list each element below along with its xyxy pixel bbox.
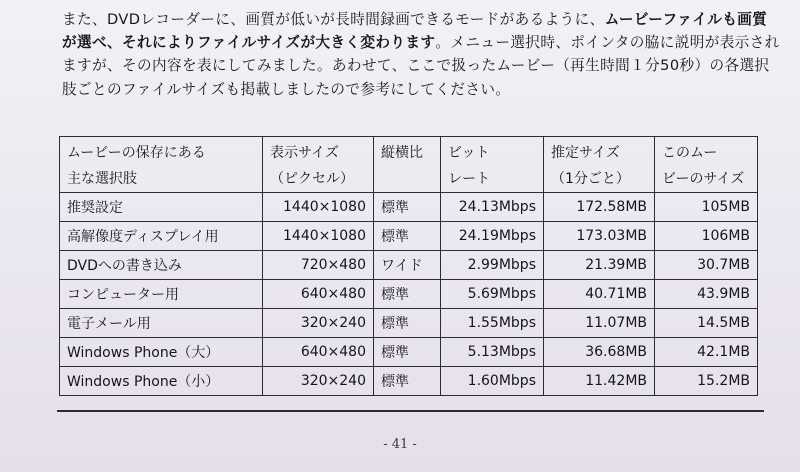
row-movie-size-cell: 42.1MB	[655, 338, 758, 367]
header-bitrate-cell	[441, 137, 544, 193]
row-estimate-cell: 40.71MB	[544, 280, 655, 309]
row-name-cell: 高解像度ディスプレイ用	[60, 222, 263, 251]
body-paragraph	[62, 8, 780, 101]
file-size-table	[59, 136, 758, 396]
header-movie-cell	[655, 137, 758, 193]
row-bitrate-cell: 1.60Mbps	[441, 367, 544, 396]
row-name-cell: Windows Phone（小）	[60, 367, 263, 396]
header-estimate-line1: 推定サイズ	[551, 145, 620, 161]
row-ratio-cell: 標準	[374, 309, 441, 338]
row-estimate-cell: 172.58MB	[544, 193, 655, 222]
row-movie-size-cell: 106MB	[655, 222, 758, 251]
table-row	[60, 280, 758, 309]
row-estimate-cell: 11.07MB	[544, 309, 655, 338]
row-display-cell: 320×240	[263, 309, 374, 338]
table-row	[60, 193, 758, 222]
table-row	[60, 367, 758, 396]
header-estimate-line2: （1分ごと）	[551, 171, 630, 187]
table-row	[60, 338, 758, 367]
row-ratio-cell: 標準	[374, 222, 441, 251]
footer-divider	[57, 410, 764, 412]
row-ratio-cell: ワイド	[374, 251, 441, 280]
row-name-cell: 推奨設定	[60, 193, 263, 222]
header-bitrate-line2: レート	[448, 171, 490, 187]
row-movie-size-cell: 15.2MB	[655, 367, 758, 396]
row-name-cell: Windows Phone（大）	[60, 338, 263, 367]
header-ratio-line1: 縦横比	[381, 145, 423, 161]
header-bitrate-line1: ビット	[448, 145, 490, 161]
header-movie-line1: このムー	[662, 145, 718, 161]
paragraph-bold-text: ムービーファイルも画質が選べ、それによりファイルサイズが大きく変わります	[62, 11, 768, 52]
row-bitrate-cell: 1.55Mbps	[441, 309, 544, 338]
header-name-line2: 主な選択肢	[67, 171, 137, 187]
row-movie-size-cell: 30.7MB	[655, 251, 758, 280]
row-movie-size-cell: 14.5MB	[655, 309, 758, 338]
header-movie-line2: ビーのサイズ	[662, 171, 745, 187]
row-estimate-cell: 21.39MB	[544, 251, 655, 280]
paragraph-text-1: また、DVDレコーダーに、画質が低いが長時間録画できるモードがあるように、	[62, 11, 605, 28]
row-display-cell: 1440×1080	[263, 193, 374, 222]
row-ratio-cell: 標準	[374, 193, 441, 222]
row-bitrate-cell: 2.99Mbps	[441, 251, 544, 280]
row-estimate-cell: 173.03MB	[544, 222, 655, 251]
row-display-cell: 720×480	[263, 251, 374, 280]
table-row	[60, 222, 758, 251]
row-display-cell: 640×480	[263, 280, 374, 309]
row-ratio-cell: 標準	[374, 338, 441, 367]
page-number: - 41 -	[383, 437, 417, 452]
row-display-cell: 640×480	[263, 338, 374, 367]
paragraph-text-2: 。メニュー選択時、ポインタの脇に説明が表示されますが、その内容を表にしてみました。あわせて、ここで扱ったムービー（再生時間１分50秒）の各選択肢ごとのファイルサイズも掲載しましたので参考にしてください。	[62, 34, 780, 98]
header-display-line1: 表示サイズ	[270, 145, 339, 161]
row-name-cell: コンピューター用	[60, 280, 263, 309]
row-bitrate-cell: 24.13Mbps	[441, 193, 544, 222]
header-name-line1: ムービーの保存にある	[67, 145, 206, 161]
table-row	[60, 251, 758, 280]
row-movie-size-cell: 43.9MB	[655, 280, 758, 309]
header-estimate-cell	[544, 137, 655, 193]
row-bitrate-cell: 5.13Mbps	[441, 338, 544, 367]
table-header-row	[60, 137, 758, 193]
row-movie-size-cell: 105MB	[655, 193, 758, 222]
row-estimate-cell: 11.42MB	[544, 367, 655, 396]
header-ratio-cell	[374, 137, 441, 193]
row-estimate-cell: 36.68MB	[544, 338, 655, 367]
header-display-cell	[263, 137, 374, 193]
header-name-cell	[60, 137, 263, 193]
row-bitrate-cell: 24.19Mbps	[441, 222, 544, 251]
header-display-line2: （ピクセル）	[270, 171, 354, 187]
row-name-cell: DVDへの書き込み	[60, 251, 263, 280]
row-ratio-cell: 標準	[374, 367, 441, 396]
table-row	[60, 309, 758, 338]
row-bitrate-cell: 5.69Mbps	[441, 280, 544, 309]
row-ratio-cell: 標準	[374, 280, 441, 309]
row-name-cell: 電子メール用	[60, 309, 263, 338]
row-display-cell: 1440×1080	[263, 222, 374, 251]
row-display-cell: 320×240	[263, 367, 374, 396]
